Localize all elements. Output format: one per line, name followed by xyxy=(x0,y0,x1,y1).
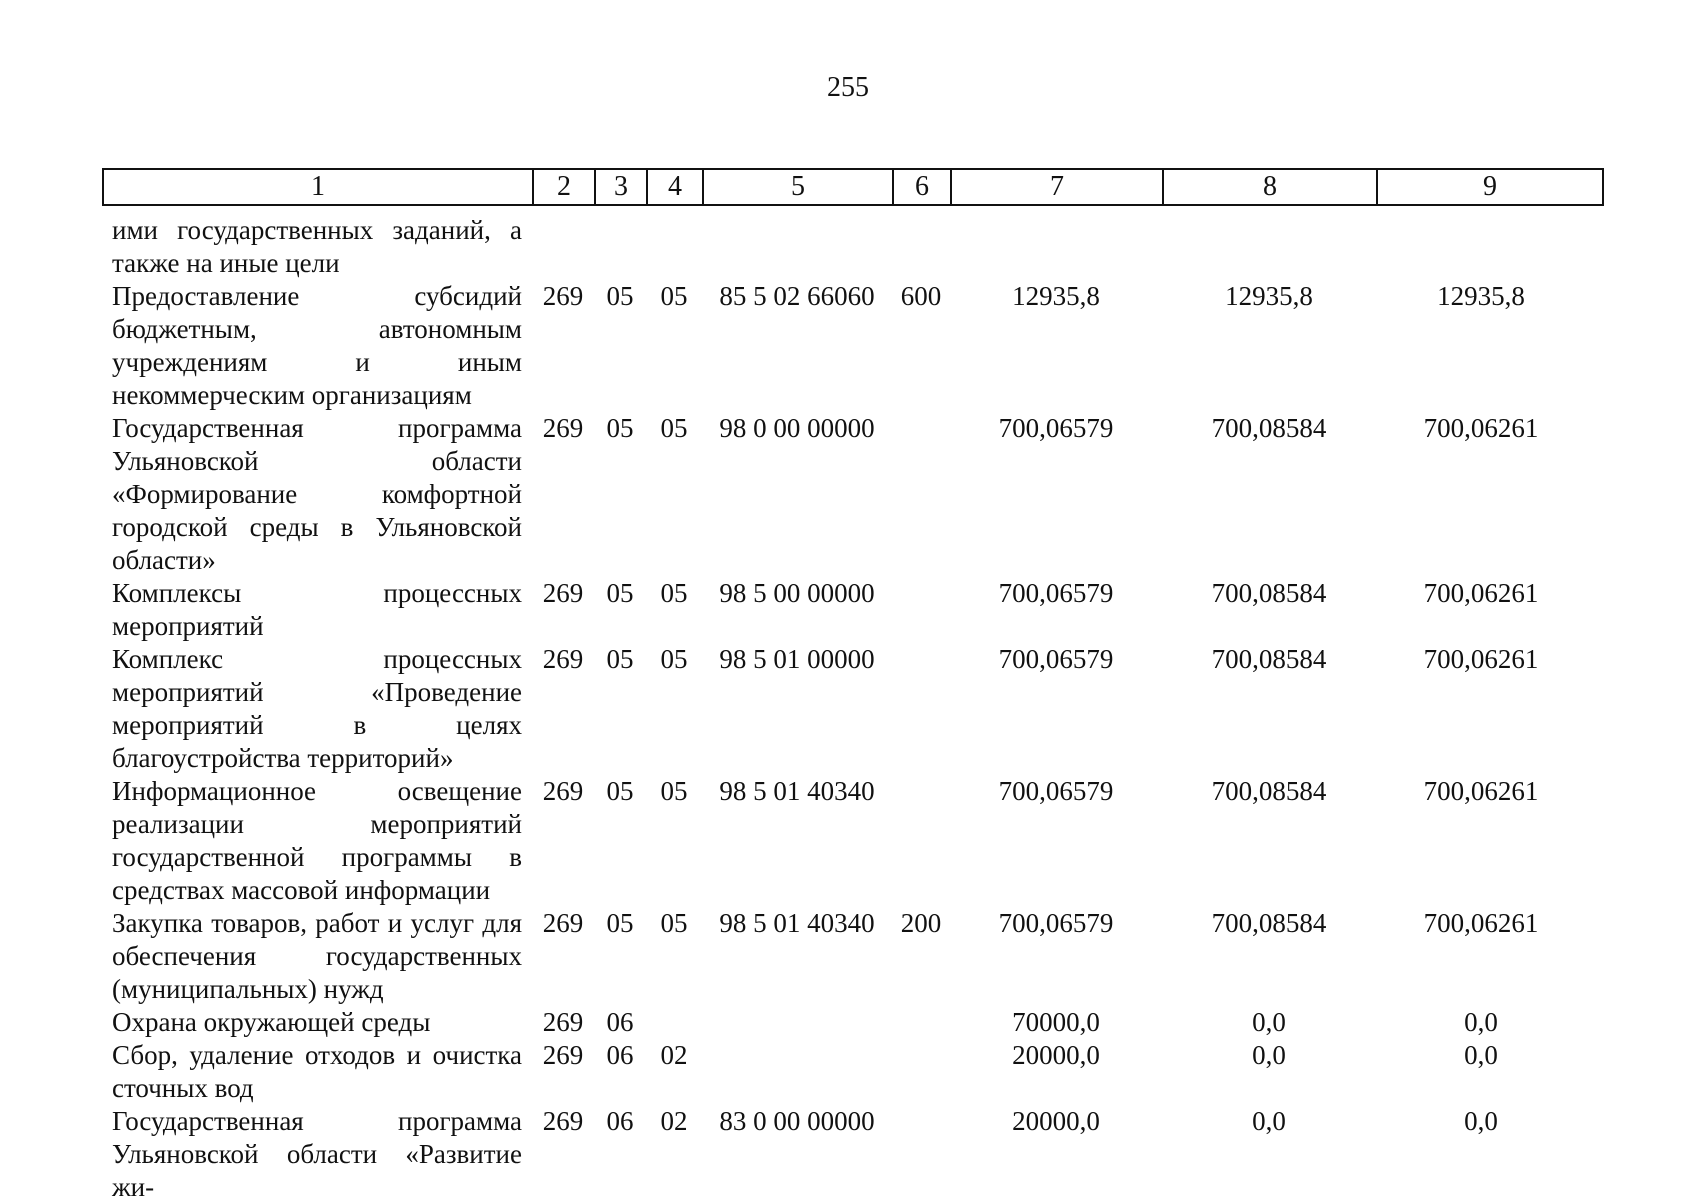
table-row xyxy=(102,577,1602,643)
page-number: 255 xyxy=(827,72,869,103)
cell-col-6 xyxy=(892,214,950,247)
cell-col-2: 269 xyxy=(542,1007,584,1037)
cell-col-4: 02 xyxy=(660,1106,688,1136)
cell-col-2: 269 xyxy=(542,776,584,806)
cell-col-8: 12935,8 xyxy=(1225,281,1313,311)
row-name: Охрана окружающей среды xyxy=(112,1007,431,1037)
row-name: Государственная программа Ульяновской области «Формирование комфортной городской среды в Ульяновской области» xyxy=(112,413,522,575)
cell-col-5 xyxy=(702,1006,892,1039)
cell-col-7: 12935,8 xyxy=(1012,281,1100,311)
cell-col-7: 700,06579 xyxy=(998,776,1114,806)
cell-col-7 xyxy=(950,214,1162,247)
cell-col-6 xyxy=(892,1006,950,1039)
cell-col-5: 98 5 00 00000 xyxy=(719,578,875,608)
table-row xyxy=(102,1105,1602,1204)
cell-col-4 xyxy=(646,214,702,247)
table-row xyxy=(102,1006,1602,1039)
cell-col-6: 200 xyxy=(900,908,942,938)
table-row xyxy=(102,907,1602,1006)
cell-col-9: 700,06261 xyxy=(1423,413,1539,443)
table-row xyxy=(102,214,1602,280)
cell-col-4: 05 xyxy=(660,644,688,674)
cell-col-4: 05 xyxy=(660,908,688,938)
cell-col-6 xyxy=(892,643,950,676)
cell-col-3: 05 xyxy=(606,578,634,608)
cell-col-2: 269 xyxy=(542,1106,584,1136)
column-header-6: 6 xyxy=(893,169,951,205)
row-name: ими государственных заданий, а также на иные цели xyxy=(112,215,522,278)
cell-col-6 xyxy=(892,577,950,610)
cell-col-9: 0,0 xyxy=(1464,1106,1498,1136)
cell-col-4: 05 xyxy=(660,578,688,608)
cell-col-8: 700,08584 xyxy=(1211,908,1327,938)
cell-col-8: 0,0 xyxy=(1252,1007,1286,1037)
column-header-7: 7 xyxy=(951,169,1163,205)
cell-col-4: 05 xyxy=(660,776,688,806)
cell-col-6 xyxy=(892,1105,950,1138)
cell-col-3: 06 xyxy=(606,1106,634,1136)
cell-col-9: 700,06261 xyxy=(1423,644,1539,674)
column-header-4: 4 xyxy=(647,169,703,205)
table-row xyxy=(102,1039,1602,1105)
cell-col-3: 05 xyxy=(606,908,634,938)
cell-col-3: 05 xyxy=(606,776,634,806)
row-name: Закупка товаров, работ и услуг для обеспечения государственных (муниципальных) нужд xyxy=(112,908,522,1004)
cell-col-4: 05 xyxy=(660,413,688,443)
cell-col-4: 05 xyxy=(660,281,688,311)
cell-col-7: 700,06579 xyxy=(998,644,1114,674)
cell-col-7: 20000,0 xyxy=(1012,1040,1100,1070)
cell-col-3: 05 xyxy=(606,413,634,443)
row-name: Предоставление субсидий бюджетным, автономным учреждениям и иным некоммерческим организациям xyxy=(112,281,522,410)
table-row xyxy=(102,775,1602,907)
table-row xyxy=(102,643,1602,775)
cell-col-9: 700,06261 xyxy=(1423,776,1539,806)
cell-col-6: 600 xyxy=(900,281,942,311)
cell-col-6 xyxy=(892,412,950,445)
cell-col-5: 98 5 01 00000 xyxy=(719,644,875,674)
cell-col-5: 83 0 00 00000 xyxy=(719,1106,875,1136)
column-header-9: 9 xyxy=(1377,169,1603,205)
cell-col-2: 269 xyxy=(542,578,584,608)
cell-col-3: 05 xyxy=(606,281,634,311)
cell-col-2: 269 xyxy=(542,644,584,674)
cell-col-2: 269 xyxy=(542,413,584,443)
cell-col-4 xyxy=(646,1006,702,1039)
cell-col-8: 0,0 xyxy=(1252,1106,1286,1136)
column-header-5: 5 xyxy=(703,169,893,205)
cell-col-5: 85 5 02 66060 xyxy=(719,281,875,311)
cell-col-7: 70000,0 xyxy=(1012,1007,1100,1037)
cell-col-7: 700,06579 xyxy=(998,578,1114,608)
cell-col-8: 700,08584 xyxy=(1211,644,1327,674)
cell-col-9 xyxy=(1376,214,1586,247)
cell-col-4: 02 xyxy=(660,1040,688,1070)
cell-col-6 xyxy=(892,775,950,808)
cell-col-6 xyxy=(892,1039,950,1072)
cell-col-9: 700,06261 xyxy=(1423,908,1539,938)
row-name: Информационное освещение реализации мероприятий государственной программы в средствах массовой информации xyxy=(112,776,522,905)
column-header-2: 2 xyxy=(533,169,595,205)
cell-col-9: 700,06261 xyxy=(1423,578,1539,608)
cell-col-8: 700,08584 xyxy=(1211,413,1327,443)
cell-col-5 xyxy=(702,1039,892,1072)
cell-col-2 xyxy=(532,214,594,247)
cell-col-7: 20000,0 xyxy=(1012,1106,1100,1136)
column-header-3: 3 xyxy=(595,169,647,205)
row-name: Комплексы процессных мероприятий xyxy=(112,578,522,641)
cell-col-5 xyxy=(702,214,892,247)
table-row xyxy=(102,412,1602,577)
cell-col-8 xyxy=(1162,214,1376,247)
cell-col-8: 700,08584 xyxy=(1211,578,1327,608)
table-body xyxy=(102,214,1602,1204)
row-name: Сбор, удаление отходов и очистка сточных вод xyxy=(112,1040,522,1103)
cell-col-5: 98 0 00 00000 xyxy=(719,413,875,443)
cell-col-3: 06 xyxy=(606,1007,634,1037)
column-header-1: 1 xyxy=(103,169,533,205)
row-name: Комплекс процессных мероприятий «Проведение мероприятий в целях благоустройства территорий» xyxy=(112,644,522,773)
cell-col-3: 05 xyxy=(606,644,634,674)
cell-col-9: 0,0 xyxy=(1464,1007,1498,1037)
cell-col-8: 0,0 xyxy=(1252,1040,1286,1070)
column-header-8: 8 xyxy=(1163,169,1377,205)
cell-col-2: 269 xyxy=(542,908,584,938)
cell-col-3 xyxy=(594,214,646,247)
cell-col-7: 700,06579 xyxy=(998,908,1114,938)
cell-col-2: 269 xyxy=(542,281,584,311)
cell-col-9: 12935,8 xyxy=(1437,281,1525,311)
row-name: Государственная программа Ульяновской области «Развитие жи- xyxy=(112,1106,522,1202)
table-row xyxy=(102,280,1602,412)
cell-col-2: 269 xyxy=(542,1040,584,1070)
cell-col-5: 98 5 01 40340 xyxy=(719,908,875,938)
cell-col-8: 700,08584 xyxy=(1211,776,1327,806)
cell-col-5: 98 5 01 40340 xyxy=(719,776,875,806)
cell-col-7: 700,06579 xyxy=(998,413,1114,443)
cell-col-3: 06 xyxy=(606,1040,634,1070)
table-header xyxy=(102,168,1604,206)
cell-col-9: 0,0 xyxy=(1464,1040,1498,1070)
